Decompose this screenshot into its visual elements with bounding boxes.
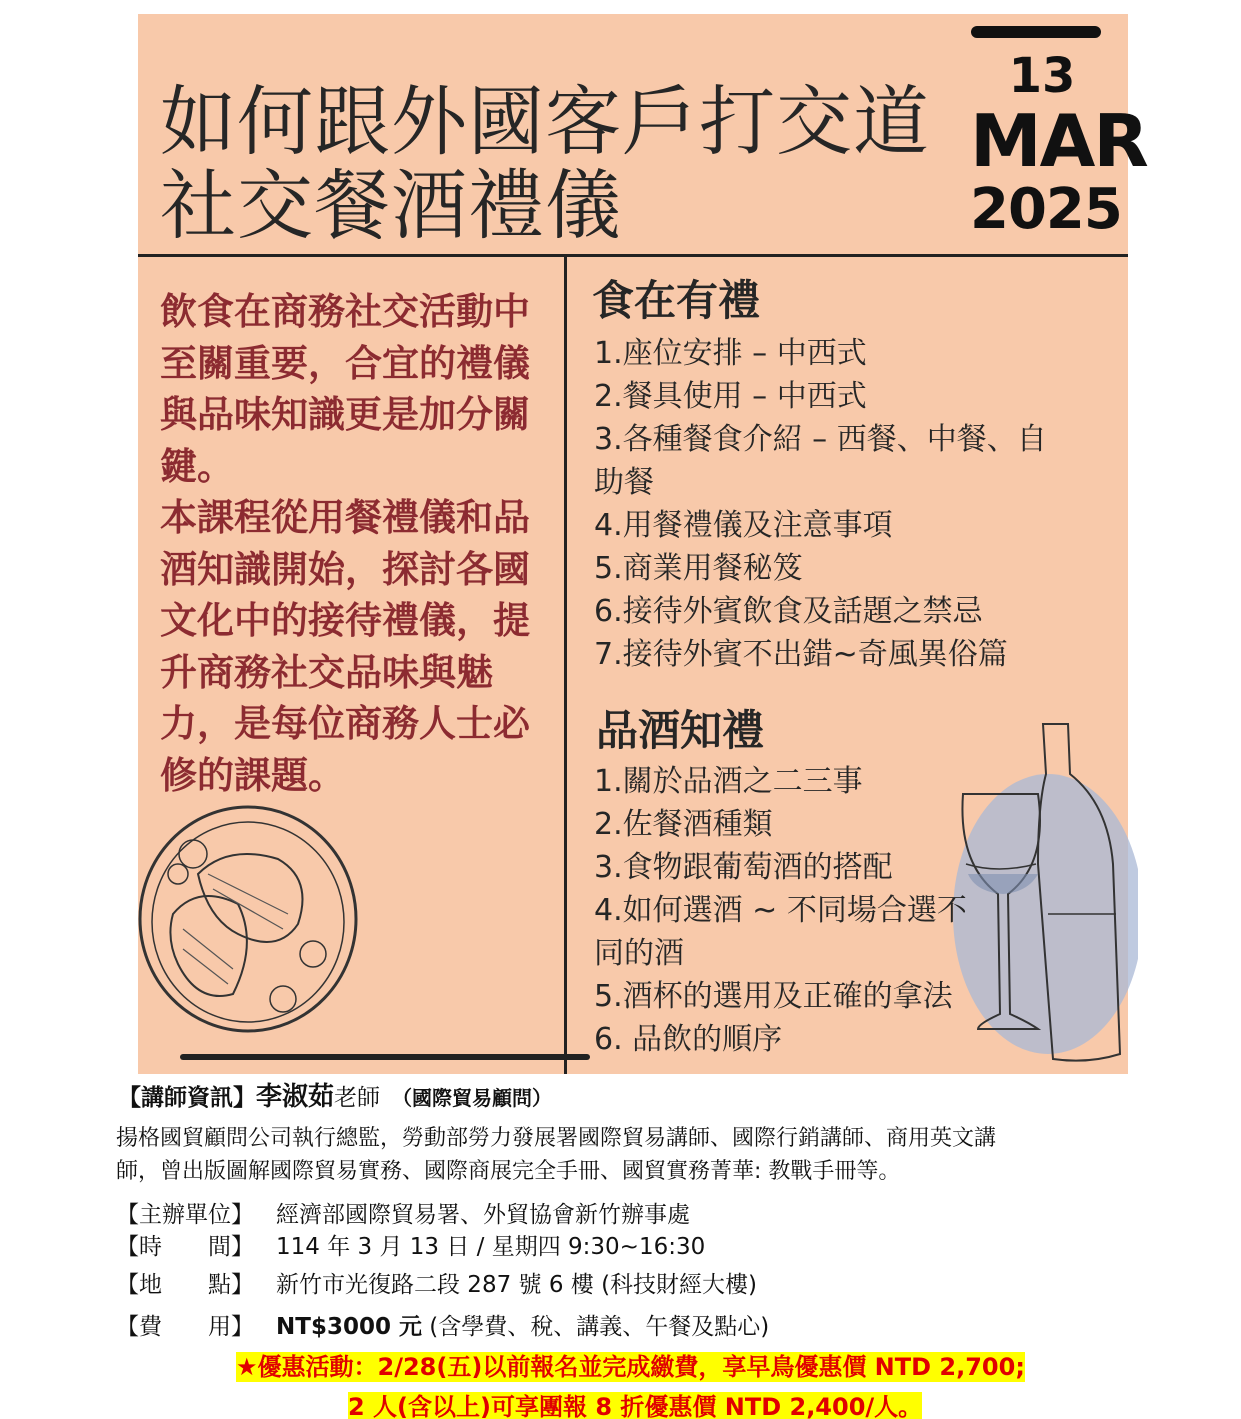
time-label: 【時 間】 — [116, 1234, 254, 1260]
list-item: 1.座位安排 – 中西式 — [594, 336, 867, 371]
lecturer-bio-line-1: 揚格國貿顧問公司執行總監，勞動部勞力發展署國際貿易講師、國際行銷講師、商用英文講 — [116, 1126, 997, 1151]
lecturer-name: 李淑茹 — [256, 1082, 335, 1112]
intro-paragraph-2: 本課程從用餐禮儀和品酒知識開始，探討各國文化中的接待禮儀，提升商務社交品味與魅力，是每位商務人士必修的課題。 — [160, 496, 530, 797]
fee-label: 【費 用】 — [116, 1314, 254, 1340]
intro-text — [160, 286, 560, 801]
date-block — [970, 48, 1147, 242]
organizer-row — [116, 1200, 690, 1230]
list-item: 3.各種餐食介紹 – 西餐、中餐、自助餐 — [594, 422, 1047, 500]
column-divider — [564, 257, 567, 1074]
place-label: 【地 點】 — [116, 1272, 254, 1298]
list-item: 2.餐具使用 – 中西式 — [594, 379, 867, 414]
date-day: 13 — [1008, 48, 1076, 104]
list-item: 4.如何選酒 ~ 不同場合選不同的酒 — [594, 893, 967, 971]
organizer-value: 經濟部國際貿易署、外貿協會新竹辦事處 — [276, 1202, 690, 1228]
date-month: MAR — [970, 99, 1147, 183]
list-item: 4.用餐禮儀及注意事項 — [594, 508, 893, 543]
place-value: 新竹市光復路二段 287 號 6 樓 (科技財經大樓) — [276, 1272, 758, 1298]
list-item: 6. 品飲的順序 — [594, 1022, 783, 1057]
place-row — [116, 1270, 757, 1300]
promo-line-1: ★優惠活動：2/28(五)以前報名並完成繳費，享早鳥優惠價 NTD 2,700; — [236, 1353, 1025, 1381]
list-item: 2.佐餐酒種類 — [594, 807, 773, 842]
section-title-food: 食在有禮 — [592, 276, 761, 325]
header-divider — [138, 254, 1128, 257]
lecturer-info — [118, 1082, 552, 1113]
fee-row — [116, 1312, 769, 1342]
time-value: 114 年 3 月 13 日 / 星期四 9:30~16:30 — [276, 1234, 706, 1260]
promo-line-2: 2 人(含以上)可享團報 8 折優惠價 NTD 2,400/人。 — [348, 1392, 922, 1419]
lecturer-role: （國際貿易顧問） — [392, 1086, 553, 1110]
page-title — [160, 77, 930, 250]
section-title-wine: 品酒知禮 — [596, 706, 765, 755]
lecturer-label: 【講師資訊】 — [118, 1085, 256, 1111]
list-item: 5.酒杯的選用及正確的拿法 — [594, 979, 953, 1014]
footer-decor-bar — [180, 1054, 590, 1060]
lecturer-honorific: 老師 — [334, 1085, 381, 1111]
plate-illustration — [138, 804, 368, 1034]
list-item: 3.食物跟葡萄酒的搭配 — [594, 850, 893, 885]
date-decor-bar — [971, 26, 1101, 38]
food-topic-list — [594, 332, 1064, 676]
wine-topic-list — [594, 760, 1064, 1061]
poster — [138, 14, 1147, 1074]
organizer-label: 【主辦單位】 — [116, 1202, 254, 1228]
title-line-1: 如何跟外國客戶打交道 — [160, 77, 930, 166]
list-item: 7.接待外賓不出錯~奇風異俗篇 — [594, 637, 1008, 672]
intro-paragraph-1: 飲食在商務社交活動中至關重要，合宜的禮儀與品味知識更是加分關鍵。 — [160, 290, 530, 488]
fee-amount: NT$3000 元 — [276, 1314, 422, 1340]
time-row — [116, 1232, 705, 1262]
lecturer-bio-line-2: 師，曾出版圖解國際貿易實務、國際商展完全手冊、國貿實務菁華: 教戰手冊等。 — [116, 1159, 901, 1184]
list-item: 1.關於品酒之二三事 — [594, 764, 863, 799]
list-item: 6.接待外賓飲食及話題之禁忌 — [594, 594, 983, 629]
list-item: 5.商業用餐秘笈 — [594, 551, 803, 586]
fee-note: (含學費、稅、講義、午餐及點心) — [421, 1314, 770, 1340]
title-line-2: 社交餐酒禮儀 — [160, 161, 622, 250]
date-year: 2025 — [970, 177, 1122, 242]
